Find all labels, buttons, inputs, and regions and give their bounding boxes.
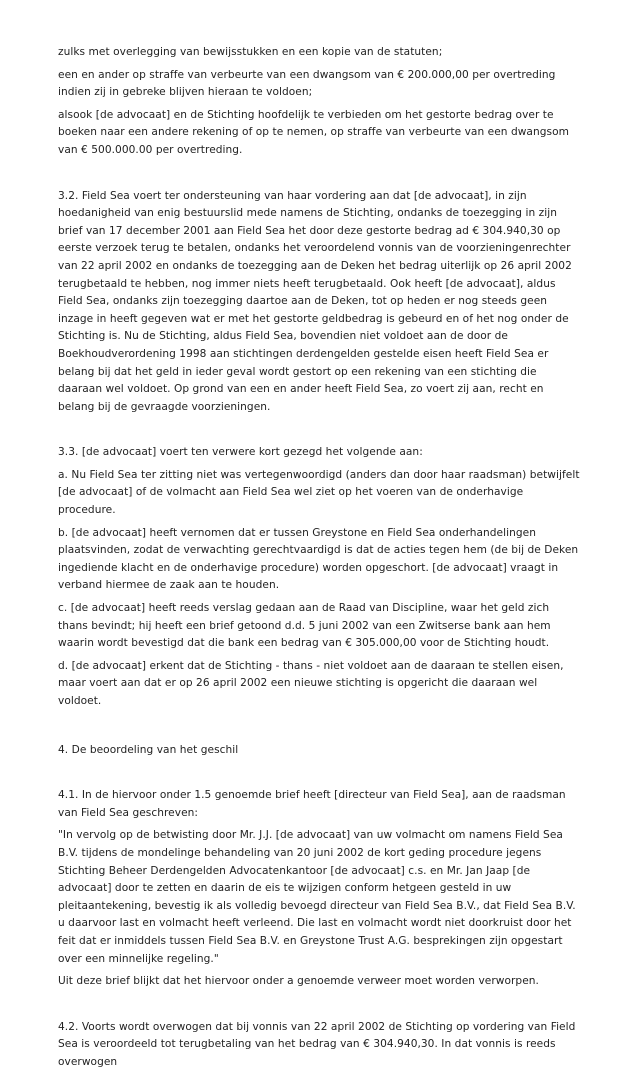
section-heading-beoordeling: 4. De beoordeling van het geschil (58, 743, 239, 756)
paragraph-3-3-c: c. [de advocaat] heeft reeds verslag gedaan aan de Raad van Discipline, waar het geld zich thans bevindt; hij heeft een brief getoond d.d. 5 juni 2002 van een Zwitserse bank aan hem waarin wordt bevestigd dat die bank een bedrag van € 305.000,00 voor de Stichting houdt. (58, 602, 551, 650)
section-spacer (58, 996, 582, 1019)
paragraph-3-3: 3.3. [de advocaat] voert ten verwere kort gezegd het volgende aan: (58, 446, 423, 459)
paragraph-3-3-b: b. [de advocaat] heeft vernomen dat er tussen Greystone en Field Sea onderhandelingen plaatsvinden, zodat de verwachting gerechtvaardigd is dat de acties tegen hem (de bij de Deken ingediende klacht en de onderhavige procedure) worden opgeschort. [de advocaat] vraagt in verband hiermee de zaak aan te houden. (58, 526, 579, 592)
paragraph-3-2: 3.2. Field Sea voert ter ondersteuning van haar vordering aan dat [de advocaat], in zijn hoedanigheid van enig bestuurslid mede namens de Stichting, ondanks de toezegging in zijn brief van 17 december 2001 aan Field Sea het door deze gestorte bedrag ad € 304.940,30 op eerste verzoek terug te betalen, ondanks het veroordelend vonnis van de voorzieningenrechter van 22 april 2002 en ondanks de toezegging aan de Deken het bedrag uiterlijk op 26 april 2002 terugbetaald te hebben, nog immer niets heeft terugbetaald. Ook heeft [de advocaat], aldus Field Sea, ondanks zijn toezegging daartoe aan de Deken, tot op heden er nog steeds geen inzage in heeft gegeven wat er met het gestorte geldbedrag is gebeurd en of het nog onder de Stichting is. Nu de Stichting, aldus Field Sea, bovendien niet voldoet aan de door de Boekhoudverordening 1998 aan stichtingen derdengelden gestelde eisen heeft Field Sea er belang bij dat het geld in ieder geval wordt gestort op een rekening van een stichting die daaraan wel voldoet. Op grond van een en ander heeft Field Sea, zo voert zij aan, recht en belang bij de gevraagde voorzieningen. (58, 189, 572, 413)
paragraph-dwangsom-200000: een en ander op straffe van verbeurte van een dwangsom van € 200.000,00 per overtreding indien zij in gebreke blijven hieraan te voldoen; (58, 68, 556, 99)
paragraph-4-1-conclusion: Uit deze brief blijkt dat het hiervoor onder a genoemde verweer moet worden verworpen. (58, 975, 539, 988)
section-spacer (58, 421, 582, 444)
document-page (58, 44, 582, 1077)
paragraph-3-3-d: d. [de advocaat] erkent dat de Stichting - thans - niet voldoet aan de daaraan te stellen eisen, maar voert aan dat er op 26 april 2002 een nieuwe stichting is opgericht die daaraan wel voldoet. (58, 659, 564, 707)
paragraph-4-2: 4.2. Voorts wordt overwogen dat bij vonnis van 22 april 2002 de Stichting op vordering van Field Sea is veroordeeld tot terugbetaling van het bedrag van € 304.940,30. In dat vonnis is reeds overwogen (58, 1020, 576, 1068)
paragraph-hoofdelijk-verbod: alsook [de advocaat] en de Stichting hoofdelijk te verbieden om het gestorte bedrag over te boeken naar een andere rekening of op te nemen, op straffe van verbeurte van een dwangsom van € 500.000.00 per overtreding. (58, 108, 569, 156)
paragraph-3-3-a: a. Nu Field Sea ter zitting niet was vertegenwoordigd (anders dan door haar raadsman) betwijfelt [de advocaat] of de volmacht aan Field Sea wel ziet op het voeren van de onderhavige procedure. (58, 468, 580, 517)
paragraph-4-1: 4.1. In de hiervoor onder 1.5 genoemde brief heeft [directeur van Field Sea], aan de raadsman van Field Sea geschreven: (58, 789, 566, 819)
paragraph-4-1-quote: "In vervolg op de betwisting door Mr. J.J. [de advocaat] van uw volmacht om namens Field Sea B.V. tijdens de mondelinge behandeling van 20 juni 2002 de kort geding procedure jegens Stichting Beheer Derdengelden Advocatenkantoor [de advocaat] c.s. en Mr. Jan Jaap [de advocaat] door te zetten en daarin de eis te wijzigen conform hetgeen gesteld in uw pleitaantekening, bevestig ik als volledig bevoegd directeur van Field Sea B.V., dat Field Sea B.V. u daarvoor last en volmacht heeft verleend. Die last en volmacht wordt niet doorkruist door het feit dat er inmiddels tussen Field Sea B.V. en Greystone Trust A.G. besprekingen zijn opgestart over een minnelijke regeling." (58, 829, 576, 965)
section-spacer (58, 764, 582, 787)
section-spacer (58, 716, 582, 742)
paragraph-statuten: zulks met overlegging van bewijsstukken en een kopie van de statuten; (58, 46, 443, 58)
section-spacer (58, 165, 582, 188)
